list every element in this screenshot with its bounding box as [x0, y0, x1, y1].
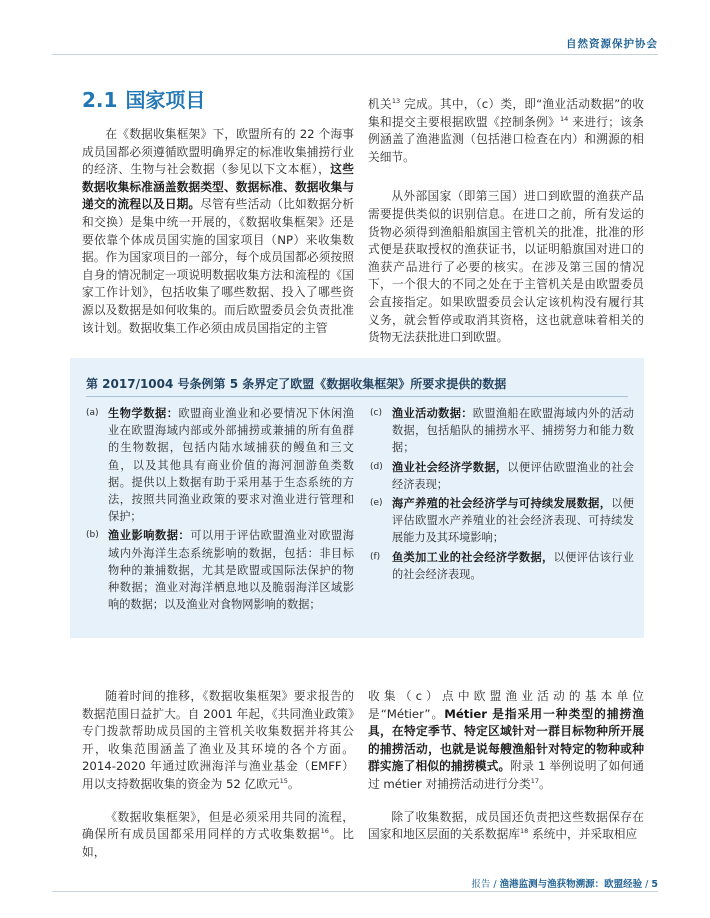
paragraph: 随着时间的推移，《数据收集框架》要求报告的数据范围日益扩大。自 2001 年起，《共同渔业政策》专门拨款帮助成员国的主管机关收集数据并将其公开，收集范围涵盖了渔业及其环境的各个方面。2014-2020 年通过欧洲海洋与渔业基金（EMFF）用以支持数据收集的资金为 52 亿欧元$^{15}$。 — [82, 689, 354, 791]
footer-report-title: 渔港监测与渔获物溯源：欧盟经验 — [499, 879, 643, 890]
info-box-right-list — [370, 405, 634, 585]
list-item: (a) 生物学数据：欧盟商业渔业和必要情况下休闲渔业在欧盟海域内部或外部捕捞或兼捕的所有鱼群的生物数据，包括内陆水域捕获的鳗鱼和三文鱼，以及其他具有商业价值的海河洄游鱼类数据。提供以上数据有助于采用基于生态系统的方法，按照共同渔业政策的要求对渔业进行管理和保护； — [86, 407, 354, 524]
right-column-bottom — [368, 688, 644, 859]
info-box-title: 第 2017/1004 号条例第 5 条界定了欧盟《数据收集框架》所要求提供的数据 — [86, 377, 507, 391]
left-column-bottom — [82, 688, 354, 876]
paragraph: 《数据收集框架》，但是必须采用共同的流程，确保所有成员国都采用同样的方式收集数据$^{16}$。比如， — [82, 809, 354, 859]
footer-separator: / — [493, 879, 497, 890]
organization-name: 自然资源保护协会 — [566, 38, 658, 50]
paragraph: 在《数据收集框架》下，欧盟所有的 22 个海事成员国都必须遵循欧盟明确界定的标准收集捕捞行业的经济、生物与社会数据（参见以下文本框），这些数据收集标准涵盖数据类型、数据标准、数据收集与递交的流程以及日期。尽管有些活动（比如数据分析和交换）是集中统一开展的，《数据收集框架》还是要依靠个体成员国实施的国家项目（NP）来收集数据。作为国家项目的一部分，每个成员国都必须按照自身的情况制定一项说明数据收集方法和流程的《国家工作计划》，包括收集了哪些数据、投入了哪些资源以及数据是如何收集的。而后欧盟委员会负责批准该计划。数据收集工作必须由成员国指定的主管 — [82, 127, 354, 335]
paragraph: 除了收集数据，成员国还负责把这些数据保存在国家和地区层面的关系数据库$^{18}$ 系统中，并采取相应 — [368, 809, 644, 842]
info-box-left-list — [86, 405, 354, 615]
paragraph: 收集（c）点中欧盟渔业活动的基本单位是“Métier”。Métier 是指采用一种类型的捕捞渔具，在特定季节、特定区域针对一群目标物种所开展的捕捞活动，也就是说每艘渔船针对特定的物种或种群实施了相似的捕捞模式。附录 1 举例说明了如何通过 métier 对捕捞活动进行分类$^{17}$。 — [368, 689, 644, 791]
list-item: (d) 渔业社会经济学数据，以便评估欧盟渔业的社会经济表现； — [370, 460, 634, 491]
left-column-top — [82, 126, 354, 352]
footer-separator: / — [645, 879, 649, 890]
section-number: 2.1 — [82, 88, 118, 112]
paragraph: 机关$^{13}$ 完成。其中，（c）类，即“渔业活动数据”的收集和提交主要根据欧盟《控制条例》$^{14}$ 来进行；该条例涵盖了渔港监测（包括港口检查在内）和溯源的相关细节。 — [368, 97, 644, 164]
info-box-divider — [86, 396, 628, 397]
list-item: (e) 海产养殖的社会经济学与可持续发展数据，以便评估欧盟水产养殖业的社会经济表现、可持续发展能力及其环境影响； — [370, 497, 634, 545]
header-divider — [52, 54, 658, 55]
page-footer — [471, 876, 658, 890]
list-item: (b) 渔业影响数据：可以用于评估欧盟渔业对欧盟海域内外海洋生态系统影响的数据，包括：非目标物种的兼捕数据，尤其是欧盟或国际法保护的物种数据；渔业对海洋栖息地以及脆弱海洋区域影响的数据；以及渔业对食物网影响的数据； — [86, 529, 354, 612]
page-number: 5 — [651, 879, 658, 890]
right-column-top — [368, 96, 644, 362]
list-item: (f) 鱼类加工业的社会经济学数据，以便评估该行业的社会经济表现。 — [370, 550, 634, 581]
footer-label: 报告 — [471, 879, 491, 890]
list-item: (c) 渔业活动数据：欧盟渔船在欧盟海域内外的活动数据，包括船队的捕捞水平、捕捞努力和能力数据； — [370, 407, 634, 455]
paragraph: 从外部国家（即第三国）进口到欧盟的渔获产品需要提供类似的识别信息。在进口之前，所有发运的货物必须得到渔船船旗国主管机关的批准，批准的形式便是获取授权的渔获证书，以证明船旗国对进口的渔获产品进行了必要的核实。在涉及第三国的情况下，一个很大的不同之处在于主管机关是由欧盟委员会直接指定。如果欧盟委员会认定该机构没有履行其义务，就会暂停或取消其资格，这也就意味着相关的货物无法获批进口到欧盟。 — [368, 189, 644, 345]
footer-divider — [52, 891, 658, 892]
section-title — [82, 84, 205, 113]
section-title-text: 国家项目 — [125, 88, 206, 112]
